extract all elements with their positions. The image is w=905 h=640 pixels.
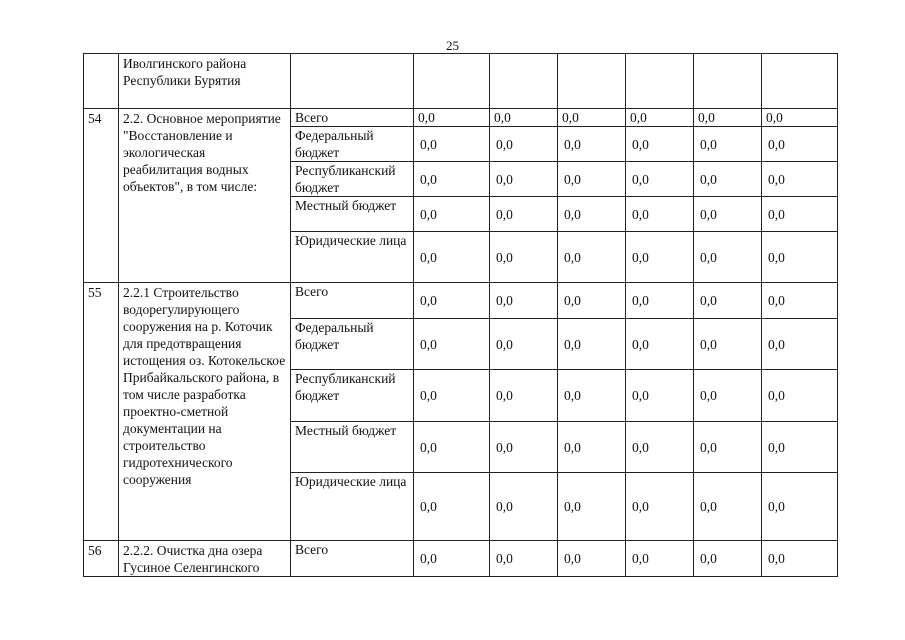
value-cell: 0,0	[558, 127, 626, 162]
activity-name: 2.2. Основное мероприятие "Восстановление и экологическая реабилитация водных объектов", в том числе:	[119, 109, 291, 283]
value-cell: 0,0	[558, 197, 626, 232]
value-cell: 0,0	[626, 319, 694, 370]
value-cell: 0,0	[626, 473, 694, 541]
value-cell: 0,0	[490, 422, 558, 473]
funding-source: Республиканский бюджет	[291, 162, 414, 197]
value-cell: 0,0	[414, 232, 490, 283]
value-cell: 0,0	[558, 370, 626, 422]
activity-name: Иволгинского района Республики Бурятия	[119, 54, 291, 109]
value-cell: 0,0	[558, 473, 626, 541]
value-cell: 0,0	[490, 197, 558, 232]
row-number: 56	[84, 541, 119, 577]
value-cell: 0,0	[490, 319, 558, 370]
value-cell: 0,0	[626, 541, 694, 577]
value-cell: 0,0	[558, 109, 626, 127]
funding-source: Местный бюджет	[291, 422, 414, 473]
funding-source: Федеральный бюджет	[291, 319, 414, 370]
value-cell: 0,0	[490, 370, 558, 422]
value-cell: 0,0	[626, 197, 694, 232]
value-cell: 0,0	[414, 127, 490, 162]
value-cell: 0,0	[762, 109, 838, 127]
funding-source: Всего	[291, 541, 414, 577]
value-cell: 0,0	[490, 283, 558, 319]
value-cell: 0,0	[414, 541, 490, 577]
value-cell: 0,0	[626, 283, 694, 319]
value-cell: 0,0	[414, 370, 490, 422]
value-cell: 0,0	[694, 283, 762, 319]
value-cell: 0,0	[762, 232, 838, 283]
value-cell: 0,0	[414, 162, 490, 197]
value-cell: 0,0	[694, 232, 762, 283]
value-cell: 0,0	[414, 473, 490, 541]
value-cell: 0,0	[414, 283, 490, 319]
empty-cell	[414, 54, 490, 109]
row-number: 55	[84, 283, 119, 541]
funding-source: Федеральный бюджет	[291, 127, 414, 162]
value-cell: 0,0	[762, 541, 838, 577]
value-cell: 0,0	[694, 473, 762, 541]
value-cell: 0,0	[762, 162, 838, 197]
value-cell: 0,0	[558, 283, 626, 319]
value-cell: 0,0	[558, 422, 626, 473]
table-row	[84, 541, 838, 577]
row-number	[84, 54, 119, 109]
value-cell: 0,0	[626, 232, 694, 283]
value-cell: 0,0	[490, 109, 558, 127]
funding-source: Юридические лица	[291, 232, 414, 283]
empty-cell	[762, 54, 838, 109]
row-number: 54	[84, 109, 119, 283]
activity-name: 2.2.1 Строительство водорегулирующего сооружения на р. Коточик для предотвращения истощения оз. Котокельское Прибайкальского района, в том числе разработка проектно-сметной документации на строительство гидротехнического сооружения	[119, 283, 291, 541]
value-cell: 0,0	[558, 232, 626, 283]
value-cell: 0,0	[558, 319, 626, 370]
value-cell: 0,0	[558, 541, 626, 577]
value-cell: 0,0	[694, 197, 762, 232]
funding-source: Юридические лица	[291, 473, 414, 541]
table-row	[84, 283, 838, 319]
value-cell: 0,0	[626, 127, 694, 162]
empty-cell	[558, 54, 626, 109]
funding-source: Всего	[291, 283, 414, 319]
value-cell: 0,0	[762, 197, 838, 232]
value-cell: 0,0	[694, 541, 762, 577]
table-row	[84, 54, 838, 109]
value-cell: 0,0	[490, 127, 558, 162]
funding-source: Всего	[291, 109, 414, 127]
value-cell: 0,0	[762, 319, 838, 370]
value-cell: 0,0	[694, 109, 762, 127]
page-number: 25	[446, 38, 459, 53]
value-cell: 0,0	[558, 162, 626, 197]
value-cell: 0,0	[694, 162, 762, 197]
empty-cell	[694, 54, 762, 109]
value-cell: 0,0	[762, 422, 838, 473]
value-cell: 0,0	[694, 319, 762, 370]
funding-source: Республиканский бюджет	[291, 370, 414, 422]
value-cell: 0,0	[762, 473, 838, 541]
activity-name: 2.2.2. Очистка дна озера Гусиное Селенгинского	[119, 541, 291, 577]
value-cell: 0,0	[626, 370, 694, 422]
empty-cell	[291, 54, 414, 109]
value-cell: 0,0	[694, 422, 762, 473]
funding-source: Местный бюджет	[291, 197, 414, 232]
value-cell: 0,0	[414, 197, 490, 232]
value-cell: 0,0	[490, 541, 558, 577]
value-cell: 0,0	[490, 232, 558, 283]
table-row	[84, 109, 838, 127]
empty-cell	[490, 54, 558, 109]
value-cell: 0,0	[762, 283, 838, 319]
budget-table	[83, 53, 838, 577]
value-cell: 0,0	[490, 162, 558, 197]
value-cell: 0,0	[762, 127, 838, 162]
value-cell: 0,0	[694, 370, 762, 422]
value-cell: 0,0	[626, 162, 694, 197]
value-cell: 0,0	[414, 109, 490, 127]
value-cell: 0,0	[694, 127, 762, 162]
value-cell: 0,0	[414, 319, 490, 370]
empty-cell	[626, 54, 694, 109]
value-cell: 0,0	[626, 109, 694, 127]
value-cell: 0,0	[490, 473, 558, 541]
value-cell: 0,0	[414, 422, 490, 473]
value-cell: 0,0	[762, 370, 838, 422]
value-cell: 0,0	[626, 422, 694, 473]
